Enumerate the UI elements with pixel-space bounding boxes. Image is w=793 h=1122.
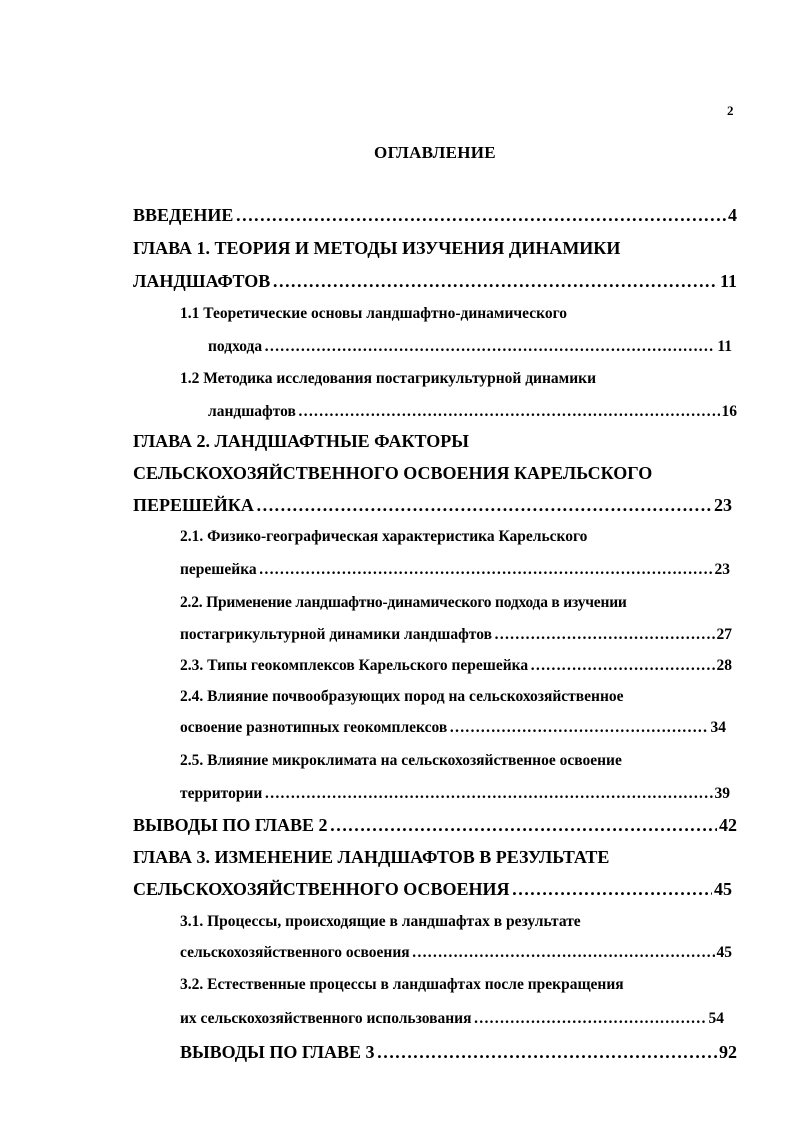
toc-entry-section-2-3[interactable] [180,657,732,675]
toc-entry-text: ПЕРЕШЕЙКА [133,495,254,515]
dot-leader [512,879,713,900]
toc-entry-section-1-2[interactable]: 1.2 Методика исследования постагрикультурной динамики [180,370,597,387]
toc-page-number: 4 [728,205,737,225]
toc-entry-section-2-4-line2[interactable] [180,719,726,737]
toc-page-number: 11 [717,338,732,355]
toc-entry-section-2-5[interactable]: 2.5. Влияние микроклимата на сельскохозяйственное освоение [180,752,622,769]
dot-leader [259,561,713,579]
toc-entry-chapter-1[interactable]: ГЛАВА 1. ТЕОРИЯ И МЕТОДЫ ИЗУЧЕНИЯ ДИНАМИКИ [133,238,621,258]
toc-entry-text: ВЫВОДЫ ПО ГЛАВЕ 3 [180,1042,375,1062]
page-number: 2 [727,103,734,118]
toc-entry-chapter-3[interactable]: ГЛАВА 3. ИЗМЕНЕНИЕ ЛАНДШАФТОВ В РЕЗУЛЬТАТЕ [133,847,610,867]
toc-page-number: 92 [719,1042,737,1062]
toc-entry-text: ЛАНДШАФТОВ [133,271,271,291]
dot-leader [474,1010,707,1028]
toc-entry-section-1-1[interactable]: 1.1 Теоретические основы ландшафтно-динамического [180,305,567,322]
dot-leader [264,785,712,803]
toc-entry-section-3-2[interactable]: 3.2. Естественные процессы в ландшафтах после прекращения [180,976,624,993]
toc-page-number: 23 [714,495,732,515]
dot-leader [412,944,715,962]
toc-entry-section-3-1-line2[interactable] [180,944,732,962]
toc-entry-section-2-1-line2[interactable] [180,561,730,579]
toc-page-number: 39 [714,785,730,802]
toc-entry-chapter-2[interactable]: ГЛАВА 2. ЛАНДШАФТНЫЕ ФАКТОРЫ [133,431,469,451]
toc-entry-chapter-3-line2[interactable] [133,879,732,900]
toc-entry-text: ландшафтов [208,403,296,420]
toc-page-number: 27 [716,626,732,643]
toc-page-number: 28 [716,657,732,674]
toc-page-number: 16 [721,403,737,420]
toc-entry-section-1-2-line2[interactable] [208,403,737,421]
dot-leader [449,719,708,737]
toc-entry-text: их сельскохозяйственного использования [180,1010,472,1027]
page-title: ОГЛАВЛЕНИЕ [374,143,496,162]
toc-entry-text: постагрикультурной динамики ландшафтов [180,626,492,643]
dot-leader [530,657,714,675]
toc-entry-text: сельскохозяйственного освоения [180,944,410,961]
toc-entry-text: СЕЛЬСКОХОЗЯЙСТВЕННОГО ОСВОЕНИЯ [133,879,510,899]
dot-leader [235,205,726,226]
dot-leader [264,338,715,356]
toc-entry-conclusions-chapter-3[interactable] [180,1042,737,1063]
toc-page-number: 54 [708,1010,724,1027]
dot-leader [494,626,715,644]
toc-entry-text: перешейка [180,561,257,578]
toc-entry-text: ВВЕДЕНИЕ [133,205,234,225]
toc-entry-section-2-2-line2[interactable] [180,626,732,644]
toc-page-number: 42 [719,815,737,835]
toc-entry-section-3-1[interactable]: 3.1. Процессы, происходящие в ландшафтах в результате [180,913,581,930]
toc-entry-text: освоение разнотипных геокомплексов [180,719,448,736]
toc-page-number: 45 [716,944,732,961]
toc-entry-chapter-2-line3[interactable] [133,495,732,516]
toc-entry-chapter-1-line2[interactable] [133,271,737,292]
toc-entry-introduction[interactable] [133,205,737,226]
toc-entry-text: территории [180,785,263,802]
dot-leader [377,1042,717,1063]
toc-entry-section-2-1[interactable]: 2.1. Физико-географическая характеристика Карельского [180,528,588,545]
toc-page-number: 34 [710,719,726,736]
toc-entry-text: 2.3. Типы геокомплексов Карельского перешейка [180,657,529,674]
dot-leader [298,403,720,421]
toc-page-number: 23 [714,561,730,578]
toc-entry-section-3-2-line2[interactable] [180,1010,724,1028]
toc-page-number: 11 [719,271,737,291]
dot-leader [272,271,718,292]
dot-leader [256,495,712,516]
toc-entry-text: подхода [208,338,263,355]
dot-leader [330,815,717,836]
toc-entry-conclusions-chapter-2[interactable] [133,815,737,836]
toc-entry-section-2-4[interactable]: 2.4. Влияние почвообразующих пород на сельскохозяйственное [180,688,624,705]
toc-entry-chapter-2-line2[interactable]: СЕЛЬСКОХОЗЯЙСТВЕННОГО ОСВОЕНИЯ КАРЕЛЬСКОГО [133,463,653,483]
toc-entry-section-1-1-line2[interactable] [208,338,732,356]
toc-page-number: 45 [714,879,732,899]
toc-entry-text: ВЫВОДЫ ПО ГЛАВЕ 2 [133,815,328,835]
toc-entry-section-2-5-line2[interactable] [180,785,730,803]
toc-entry-section-2-2[interactable]: 2.2. Применение ландшафтно-динамического подхода в изучении [180,594,627,611]
